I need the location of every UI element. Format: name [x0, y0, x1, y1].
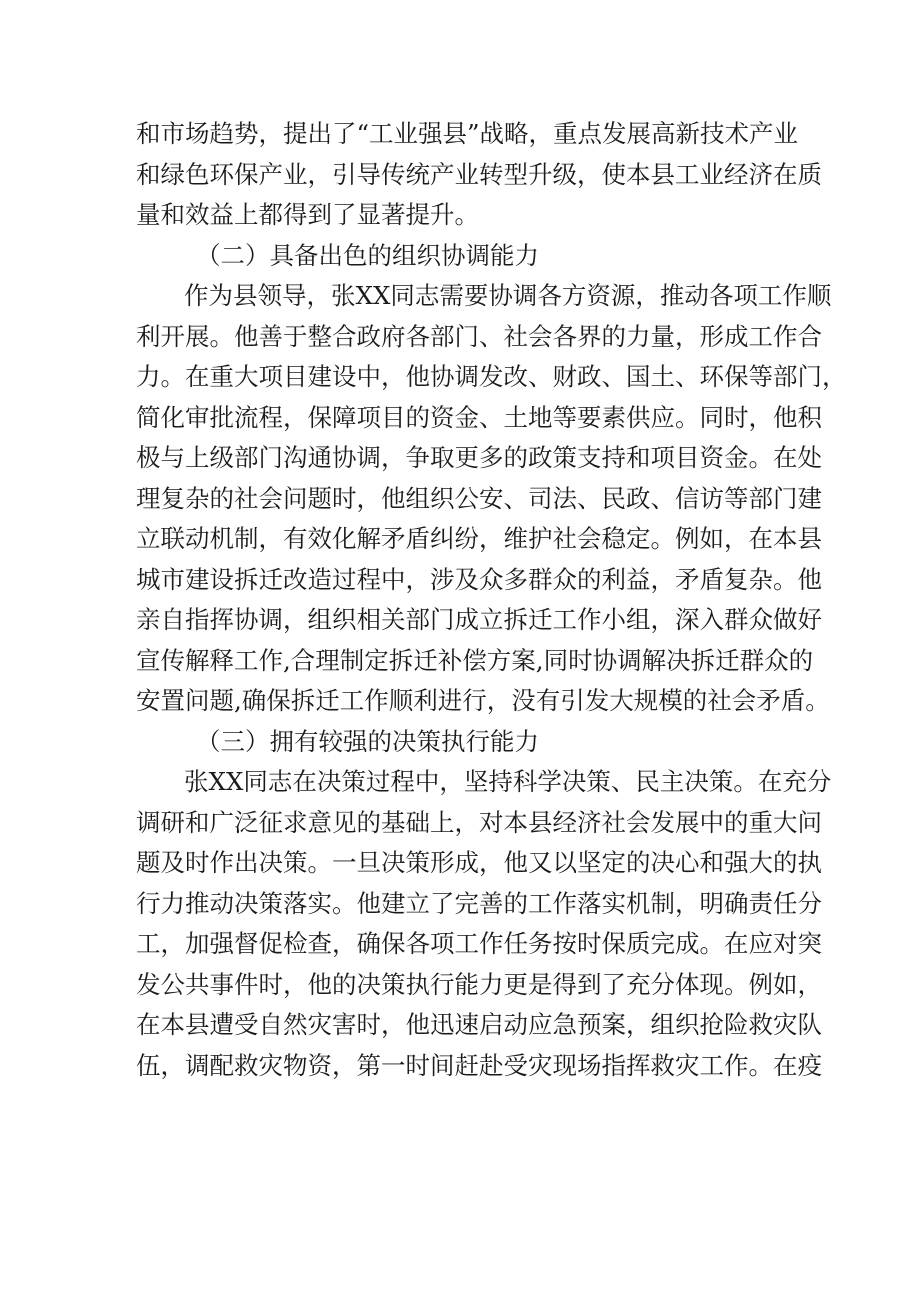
body-line: 伍，调配救灾物资，第一时间赶赴受灾现场指挥救灾工作。在疫: [136, 1050, 822, 1080]
section-heading: （三）拥有较强的决策执行能力: [196, 726, 539, 756]
body-line: 工，加强督促检查，确保各项工作任务按时保质完成。在应对突: [136, 929, 822, 958]
body-line: 题及时作出决策。一旦决策形成，他又以坚定的决心和强大的执: [136, 848, 822, 877]
document-body: [136, 114, 847, 1086]
body-line: 和市场趋势，提出了“工业强县”战略，重点发展高新技术产业: [136, 119, 799, 148]
body-line: 力。在重大项目建设中，他协调发改、财政、国土、环保等部门，: [136, 362, 847, 391]
paragraph-first-line: 张XX同志在决策过程中，坚持科学决策、民主决策。在充分: [184, 767, 832, 796]
body-line: 宣传解释工作,合理制定拆迁补偿方案,同时协调解决拆迁群众的: [136, 645, 814, 675]
body-line: 城市建设拆迁改造过程中，涉及众多群众的利益，矛盾复杂。他: [136, 564, 822, 594]
body-line: 亲自指挥协调，组织相关部门成立拆迁工作小组，深入群众做好: [136, 605, 822, 634]
body-line: 和绿色环保产业，引导传统产业转型升级，使本县工业经济在质: [136, 159, 822, 189]
paragraph-first-line: 作为县领导，张XX同志需要协调各方资源，推动各项工作顺: [184, 281, 832, 310]
body-line: 立联动机制，有效化解矛盾纠纷，维护社会稳定。例如，在本县: [136, 524, 822, 553]
body-line: 理复杂的社会问题时，他组织公安、司法、民政、信访等部门建: [136, 483, 822, 513]
body-line: 极与上级部门沟通协调，争取更多的政策支持和项目资金。在处: [136, 443, 822, 472]
body-line: 量和效益上都得到了显著提升。: [136, 200, 479, 229]
body-line: 安置问题,确保拆迁工作顺利进行，没有引发大规模的社会矛盾。: [136, 686, 830, 715]
body-line: 在本县遭受自然灾害时，他迅速启动应急预案，组织抢险救灾队: [136, 1010, 822, 1039]
section-heading: （二）具备出色的组织协调能力: [196, 240, 539, 270]
body-line: 利开展。他善于整合政府各部门、社会各界的力量，形成工作合: [136, 321, 822, 351]
body-line: 行力推动决策落实。他建立了完善的工作落实机制，明确责任分: [136, 888, 822, 918]
body-line: 简化审批流程，保障项目的资金、土地等要素供应。同时，他积: [136, 402, 822, 432]
body-line: 调研和广泛征求意见的基础上，对本县经济社会发展中的重大问: [136, 807, 822, 837]
body-line: 发公共事件时，他的决策执行能力更是得到了充分体现。例如，: [136, 969, 822, 999]
